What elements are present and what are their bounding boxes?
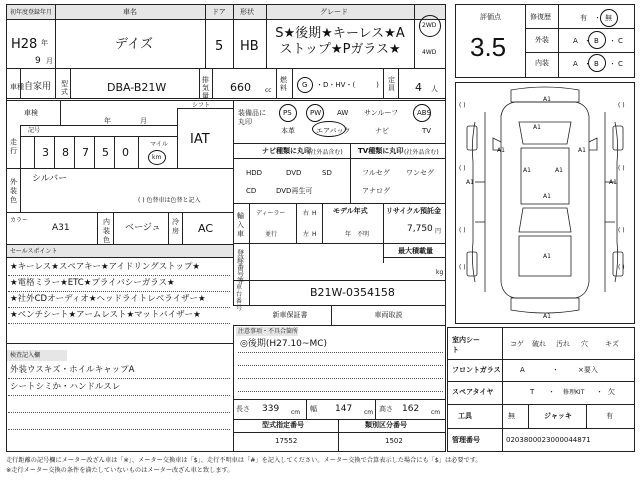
inspector-line-rule — [8, 429, 230, 430]
sales-point-line: ★電格ミラー★ETC★プライバシーガラス★ — [10, 278, 175, 288]
odo-label: 走行 — [10, 138, 17, 155]
sales-line-rule — [8, 323, 230, 324]
doors-value: 5 — [215, 39, 224, 54]
diagram-bracket: ( ) — [459, 227, 466, 234]
nav-item: HDD — [246, 169, 263, 177]
nav-item: CD — [246, 187, 257, 195]
seat-label: 室内シート — [452, 336, 480, 354]
mile-label: マイル — [150, 141, 168, 148]
interior-label: 内装色 — [103, 218, 110, 244]
new-car-warranty: 新車保証書 — [272, 311, 308, 319]
odo-sub-label: 記号 — [28, 127, 41, 134]
diagram-bracket: ( ) — [618, 102, 625, 109]
nav-item: SD — [322, 169, 332, 177]
inspection-label: 車検 — [24, 109, 38, 117]
sales-line-rule — [8, 307, 230, 308]
odo-cell-divider — [138, 136, 139, 168]
inspector-line: シートシミか・ハンドルスレ — [10, 382, 121, 392]
inspector-line: 外装ウスキズ・ホイルキャップA — [10, 365, 135, 375]
damage-mark: A1 — [466, 179, 474, 186]
equip-item: TV — [422, 127, 432, 135]
tv-note: (社外品含む) — [404, 149, 439, 156]
grade-label: グレード — [320, 8, 348, 16]
class-number-value: 1502 — [385, 437, 403, 445]
int-a: A — [573, 60, 578, 68]
seat-item: コゲ — [510, 340, 524, 348]
cap-label: 定員 — [388, 76, 395, 92]
equip-item: ABS — [417, 109, 431, 117]
equip-item: AW — [337, 109, 349, 117]
tv-item: アナログ — [362, 187, 390, 195]
reg-date-label: 初年度登録年月 — [10, 9, 53, 16]
row1-header-bg — [7, 5, 445, 19]
damage-mark: A1 — [543, 96, 551, 103]
mgmt-value: 020380002300004487​1 — [506, 436, 591, 444]
disp-unit: cc — [265, 87, 272, 94]
inspection-year: 年 — [104, 117, 111, 125]
damage-mark: A1 — [543, 313, 551, 320]
recycle-yen: 円 — [435, 228, 442, 235]
vehicle-manual: 車両取説 — [374, 311, 403, 319]
odo-cell-divider — [34, 136, 35, 168]
color-code: A31 — [52, 223, 70, 233]
tools-value: 無 — [508, 412, 515, 420]
equip-item: エアバック — [316, 127, 351, 135]
length-label: 長さ — [236, 405, 250, 413]
interior-color: ベージュ — [125, 223, 161, 233]
recycle-amount: 7,750 — [407, 224, 433, 234]
odo-digit: 7 — [82, 146, 89, 159]
nav-title: ナビ種類に丸印 — [262, 147, 311, 155]
type-number-label: 型式指定番号 — [262, 421, 304, 429]
damage-mark: A1 — [555, 167, 563, 174]
ac-value: AC — [198, 222, 214, 235]
spare-missing: 欠 — [608, 388, 615, 396]
ext-b: B — [594, 37, 599, 45]
odo-cell-divider — [74, 136, 75, 168]
sales-line-rule — [8, 275, 230, 276]
doors-label: ドア — [212, 8, 226, 16]
fuel-label: 燃料 — [280, 76, 287, 92]
damage-mark: A1 — [543, 253, 551, 260]
damage-mark: A1 — [609, 179, 617, 186]
equip-label: 装備品に丸印 — [238, 109, 266, 126]
spare-label: スペアタイヤ — [452, 388, 494, 396]
diagram-bracket: ( ) — [459, 102, 466, 109]
type-number-value: 17552 — [275, 437, 298, 445]
tv-title: TV種類に丸印 — [358, 147, 404, 155]
odo-cell-divider — [54, 136, 55, 168]
drive-4wd: 4WD — [422, 49, 437, 56]
equip-item: PW — [310, 109, 322, 117]
restore-no: 無 — [605, 14, 612, 22]
seat-item: 穴 — [581, 340, 588, 348]
inspection-month: 月 — [140, 117, 147, 125]
import-left: 左 — [303, 231, 310, 238]
import-parallel: 並行 — [265, 231, 278, 238]
tv-item: フルセグ — [362, 169, 390, 177]
diagram-bracket: ( ) — [618, 264, 625, 271]
import-handle-r: H — [312, 210, 317, 217]
tools-label: 工具 — [458, 412, 472, 420]
import-label: 輸入車 — [237, 212, 244, 238]
footer-line-1: 走行距離の記号欄にメーター改ざん車は「※」、メーター交換車は「$」、走行不明車は「#」を記入してください。メーター交換で合算表示した場合にも「$」は必要です。 — [6, 457, 482, 464]
nav-item: DVD再生可 — [276, 187, 313, 195]
import-dealer: ディーラー — [256, 210, 286, 217]
damage-mark: A1 — [523, 167, 531, 174]
score-label: 評価点 — [480, 13, 501, 21]
model-year-value: 年 不明 — [345, 231, 370, 238]
disp-label: 排気量 — [202, 76, 209, 100]
inspector-line-rule — [8, 395, 230, 396]
model-year-label: モデル年式 — [333, 207, 368, 215]
inspector-line-rule — [8, 378, 230, 379]
odo-digit: 0 — [122, 146, 129, 159]
color-code-label: カラー — [10, 217, 29, 224]
odo-digit: 3 — [42, 146, 49, 159]
ext-a: A — [573, 37, 578, 45]
reg-year: H28 — [11, 37, 38, 52]
ext-c: C — [618, 37, 623, 45]
grade-value: S★後期★キーレス★Aストップ★Pガラス★ — [275, 26, 405, 57]
spare-t: T — [530, 388, 535, 396]
glass-label: フロントガラス — [452, 366, 501, 374]
damage-mark: A1 — [578, 147, 586, 154]
glass-need: ×要入 — [578, 366, 598, 374]
sales-point-line: ★ベンチシート★アームレスト★マットバイザー★ — [10, 310, 201, 320]
equip-item: PS — [283, 109, 292, 117]
shape-value: HB — [240, 39, 259, 54]
footer-line-2: ※走行メーター交換の条件を満たしていないものはメーター改ざん車と致します。 — [6, 467, 234, 474]
int-dot2: ・ — [609, 60, 616, 68]
restore-dot: ・ — [594, 14, 601, 22]
diagram-bracket: ( ) — [459, 165, 466, 172]
exterior-label: 外装色 — [10, 178, 17, 204]
height-label: 高さ — [379, 405, 393, 413]
diagram-bracket: ( ) — [618, 227, 625, 234]
drive-2wd: 2WD — [422, 22, 437, 29]
int-dot1: ・ — [584, 60, 591, 68]
spare-dot2: ・ — [596, 388, 603, 396]
glass-dot: ・ — [552, 366, 559, 374]
restore-yes: 有 — [580, 14, 587, 22]
equip-item: ナビ — [375, 127, 389, 135]
sales-point-line: ★キーレス★スペアキー★アイドリングストップ★ — [10, 262, 200, 272]
max-load-unit: kg — [436, 269, 444, 276]
shape-label: 形状 — [240, 8, 254, 16]
width-value: 147 — [335, 404, 353, 414]
sales-line-rule — [8, 291, 230, 292]
ac-label: 冷房 — [172, 218, 179, 235]
odo-cell-divider — [94, 136, 95, 168]
sales-point-line: ★社外CDオーディオ★ヘッドライトレベライザー★ — [10, 294, 206, 304]
car-name-label: 車名 — [123, 8, 137, 16]
disp-value: 660 — [230, 81, 251, 94]
shift-label: シフト — [192, 102, 211, 109]
nav-note: (社外品含む) — [308, 149, 343, 156]
car-outline-diagram — [455, 82, 635, 324]
odo-digit: 8 — [62, 146, 69, 159]
reg-year-unit: 年 — [41, 39, 48, 47]
notes-label: 注意事項・不具合箇所 — [238, 328, 299, 335]
seat-item: 汚れ — [556, 340, 570, 348]
sales-label: セールスポイント — [10, 248, 58, 255]
diagram-bracket: ( ) — [459, 264, 466, 271]
inspector-line-rule — [8, 412, 230, 413]
seat-item: キズ — [605, 340, 619, 348]
airbag-circle — [312, 121, 346, 137]
restore-label: 修復歴 — [530, 13, 551, 21]
width-unit: cm — [364, 409, 374, 416]
cap-value: 4 — [415, 81, 422, 94]
exterior-note: ( ) 色替車は色替と記入 — [138, 197, 201, 204]
car-name: デイズ — [115, 37, 153, 52]
reg-month-unit: 月 — [46, 57, 53, 65]
damage-mark: A1 — [543, 193, 551, 200]
notes-line: ◎後期(H27.10~MC) — [240, 339, 327, 349]
damage-mark: A1 — [497, 147, 505, 154]
chassis-label: 車台番号 — [236, 284, 243, 312]
spare-dot1: ・ — [548, 388, 555, 396]
damage-mark: A1 — [533, 124, 541, 131]
glass-a: A — [520, 366, 525, 374]
reg-month: 9 — [35, 56, 41, 66]
width-label: 幅 — [310, 405, 317, 413]
score-value: 3.5 — [470, 32, 507, 62]
ext-dot1: ・ — [584, 37, 591, 45]
seat-item: 破れ — [532, 340, 546, 348]
diagram-bracket: ( ) — [618, 165, 625, 172]
length-value: 339 — [262, 404, 280, 414]
jack-value: 有 — [606, 412, 613, 420]
max-load-label: 最大積載量 — [398, 247, 433, 255]
shift-value: IAT — [190, 132, 210, 147]
use-value: 自家用 — [24, 82, 52, 92]
int-label: 内装 — [535, 59, 549, 67]
ext-label: 外装 — [535, 36, 549, 44]
nav-item: DVD — [286, 169, 302, 177]
spare-kit: 修理KIT — [563, 389, 585, 396]
height-unit: cm — [431, 409, 441, 416]
odo-digit: 5 — [102, 146, 109, 159]
km-label: km — [152, 154, 162, 161]
import-handle-l: H — [312, 231, 317, 238]
cap-unit: 人 — [431, 85, 438, 93]
int-b: B — [594, 60, 599, 68]
import-right: 右 — [303, 210, 310, 217]
inspector-label: 検査記入欄 — [10, 352, 41, 359]
height-value: 162 — [402, 404, 420, 414]
exterior-color: シルバー — [32, 174, 68, 184]
fuel-g: G — [302, 81, 308, 89]
model-value: DBA-B21W — [107, 81, 167, 94]
kind-label: 車種 — [10, 83, 24, 91]
mgmt-label: 管理番号 — [452, 436, 480, 444]
equip-item: サンルーフ — [364, 109, 399, 117]
int-c: C — [618, 60, 623, 68]
recycle-label: リサイクル預託金 — [386, 207, 442, 215]
fuel-options: ・D・HV・( ) — [316, 81, 379, 89]
registration-label: 登録番号等 — [237, 249, 244, 285]
length-unit: cm — [291, 409, 301, 416]
equip-item: 本革 — [281, 127, 295, 135]
tv-item: ワンセグ — [406, 169, 434, 177]
jack-label: ジャッキ — [544, 412, 572, 420]
ext-dot2: ・ — [609, 37, 616, 45]
odo-cell-divider — [114, 136, 115, 168]
chassis-value: B21W-0354158 — [310, 286, 395, 299]
model-label: 型式 — [61, 80, 68, 96]
class-number-label: 類別区分番号 — [365, 421, 407, 429]
